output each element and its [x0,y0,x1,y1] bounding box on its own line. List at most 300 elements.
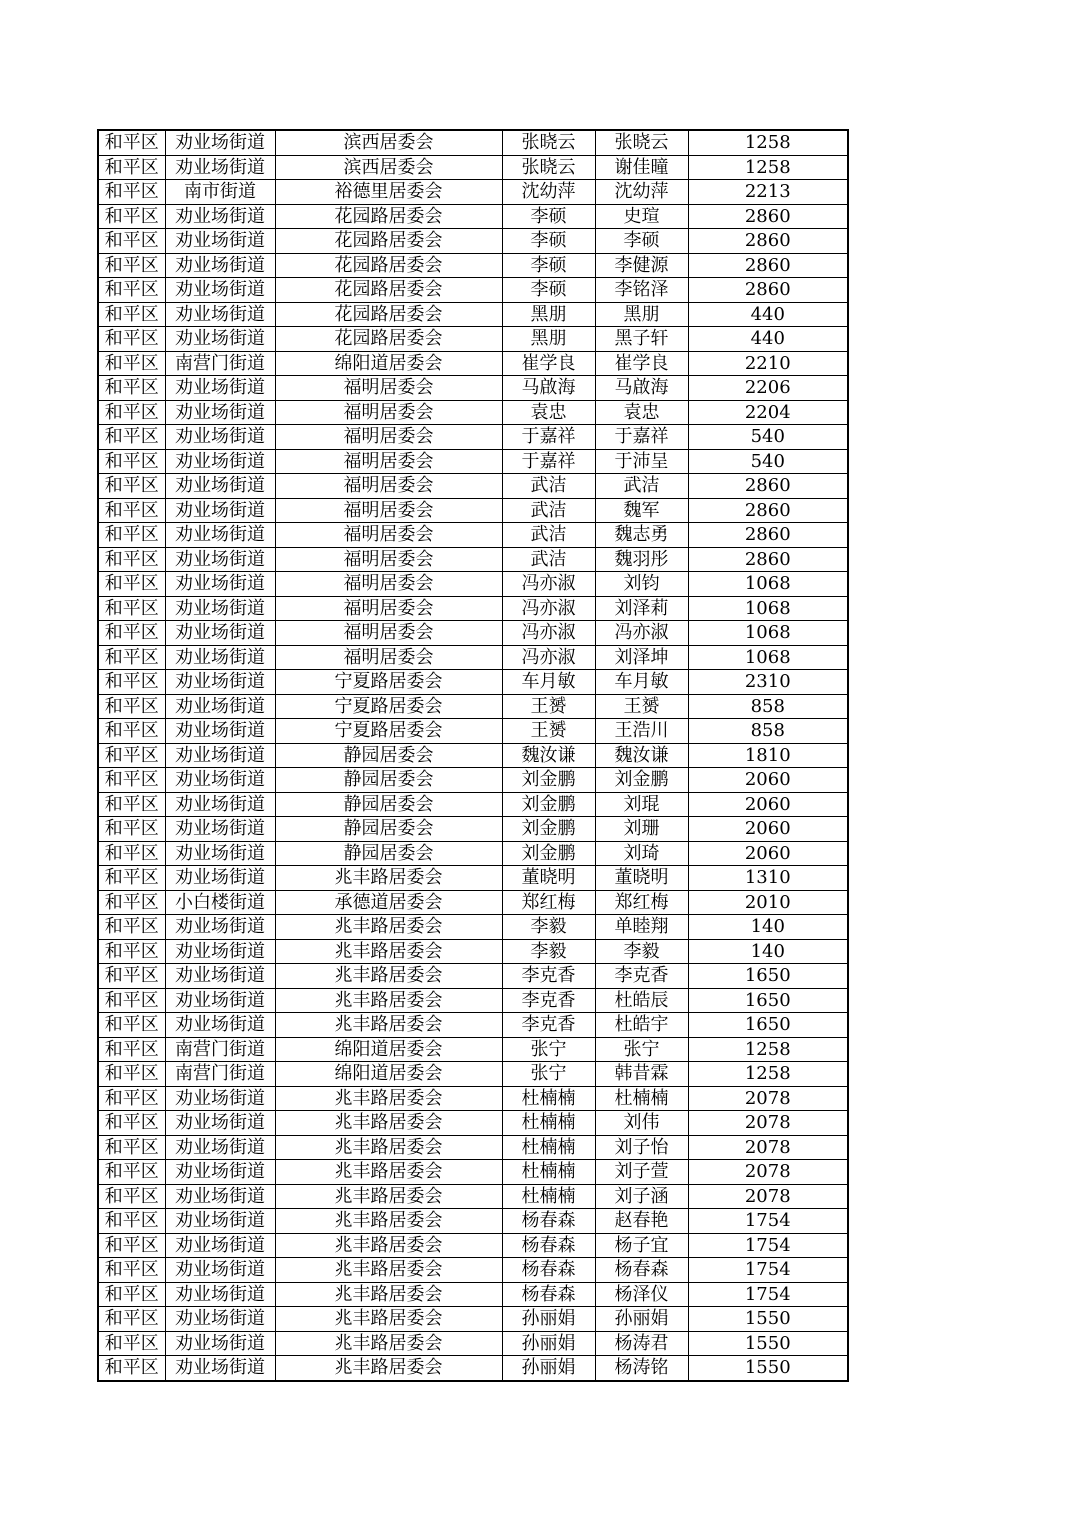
applicant-cell: 马啟海 [502,376,595,401]
district-cell: 和平区 [98,449,165,474]
member-cell: 杨春森 [595,1258,688,1283]
member-cell: 沈幼萍 [595,180,688,205]
amount-cell: 1650 [688,988,848,1013]
applicant-cell: 李硕 [502,278,595,303]
amount-cell: 1310 [688,866,848,891]
table-row [98,1086,848,1111]
committee-cell: 兆丰路居委会 [275,1184,502,1209]
committee-cell: 兆丰路居委会 [275,1160,502,1185]
committee-cell: 宁夏路居委会 [275,694,502,719]
amount-cell: 2078 [688,1184,848,1209]
member-cell: 史瑄 [595,204,688,229]
district-cell: 和平区 [98,1086,165,1111]
amount-cell: 1650 [688,964,848,989]
committee-cell: 福明居委会 [275,572,502,597]
district-cell: 和平区 [98,1307,165,1332]
member-cell: 李健源 [595,253,688,278]
street-cell: 劝业场街道 [165,523,275,548]
district-cell: 和平区 [98,130,165,155]
street-cell: 劝业场街道 [165,621,275,646]
applicant-cell: 刘金鹏 [502,792,595,817]
amount-cell: 1068 [688,596,848,621]
district-cell: 和平区 [98,327,165,352]
table-row [98,866,848,891]
street-cell: 劝业场街道 [165,474,275,499]
amount-cell: 2060 [688,841,848,866]
district-cell: 和平区 [98,229,165,254]
committee-cell: 宁夏路居委会 [275,719,502,744]
district-cell: 和平区 [98,988,165,1013]
district-cell: 和平区 [98,204,165,229]
committee-cell: 福明居委会 [275,425,502,450]
district-cell: 和平区 [98,890,165,915]
district-cell: 和平区 [98,498,165,523]
street-cell: 劝业场街道 [165,866,275,891]
table-row [98,841,848,866]
table-row [98,768,848,793]
committee-cell: 福明居委会 [275,547,502,572]
street-cell: 劝业场街道 [165,817,275,842]
member-cell: 刘钧 [595,572,688,597]
district-cell: 和平区 [98,621,165,646]
street-cell: 劝业场街道 [165,547,275,572]
amount-cell: 2860 [688,253,848,278]
street-cell: 南营门街道 [165,351,275,376]
committee-cell: 兆丰路居委会 [275,1086,502,1111]
member-cell: 魏军 [595,498,688,523]
member-cell: 刘伟 [595,1111,688,1136]
table-row [98,376,848,401]
table-row [98,1037,848,1062]
street-cell: 劝业场街道 [165,572,275,597]
district-cell: 和平区 [98,1062,165,1087]
committee-cell: 兆丰路居委会 [275,1013,502,1038]
applicant-cell: 孙丽娟 [502,1307,595,1332]
member-cell: 李毅 [595,939,688,964]
amount-cell: 1068 [688,621,848,646]
committee-cell: 绵阳道居委会 [275,1062,502,1087]
applicant-cell: 冯亦淑 [502,596,595,621]
street-cell: 南市街道 [165,180,275,205]
table-row [98,1062,848,1087]
district-cell: 和平区 [98,1160,165,1185]
member-cell: 黑子轩 [595,327,688,352]
district-cell: 和平区 [98,964,165,989]
street-cell: 劝业场街道 [165,1331,275,1356]
street-cell: 劝业场街道 [165,939,275,964]
district-cell: 和平区 [98,302,165,327]
table-row [98,1160,848,1185]
member-cell: 魏羽彤 [595,547,688,572]
table-row [98,547,848,572]
member-cell: 刘泽坤 [595,645,688,670]
amount-cell: 1258 [688,1062,848,1087]
applicant-cell: 冯亦淑 [502,645,595,670]
street-cell: 劝业场街道 [165,1160,275,1185]
committee-cell: 静园居委会 [275,743,502,768]
table-row [98,964,848,989]
amount-cell: 1258 [688,155,848,180]
amount-cell: 2860 [688,204,848,229]
table-row [98,743,848,768]
street-cell: 劝业场街道 [165,229,275,254]
district-cell: 和平区 [98,768,165,793]
member-cell: 魏志勇 [595,523,688,548]
street-cell: 劝业场街道 [165,278,275,303]
applicant-cell: 孙丽娟 [502,1331,595,1356]
applicant-cell: 张晓云 [502,155,595,180]
table-row [98,449,848,474]
committee-cell: 静园居委会 [275,792,502,817]
amount-cell: 2860 [688,229,848,254]
table-row [98,1013,848,1038]
member-cell: 董晓明 [595,866,688,891]
member-cell: 李克香 [595,964,688,989]
district-cell: 和平区 [98,841,165,866]
applicant-cell: 杨春森 [502,1209,595,1234]
district-cell: 和平区 [98,1331,165,1356]
street-cell: 劝业场街道 [165,743,275,768]
district-cell: 和平区 [98,596,165,621]
table-row [98,180,848,205]
district-cell: 和平区 [98,939,165,964]
district-cell: 和平区 [98,915,165,940]
member-cell: 刘子萱 [595,1160,688,1185]
table-row [98,253,848,278]
district-cell: 和平区 [98,351,165,376]
member-cell: 王赟 [595,694,688,719]
street-cell: 劝业场街道 [165,327,275,352]
committee-cell: 兆丰路居委会 [275,1135,502,1160]
committee-cell: 兆丰路居委会 [275,1111,502,1136]
table-row [98,498,848,523]
table-row [98,1307,848,1332]
street-cell: 劝业场街道 [165,376,275,401]
amount-cell: 2078 [688,1086,848,1111]
applicant-cell: 李克香 [502,1013,595,1038]
committee-cell: 兆丰路居委会 [275,939,502,964]
district-cell: 和平区 [98,645,165,670]
street-cell: 劝业场街道 [165,1307,275,1332]
applicant-cell: 武洁 [502,547,595,572]
district-cell: 和平区 [98,1184,165,1209]
committee-cell: 裕德里居委会 [275,180,502,205]
committee-cell: 静园居委会 [275,768,502,793]
amount-cell: 1550 [688,1331,848,1356]
amount-cell: 540 [688,425,848,450]
applicant-cell: 刘金鹏 [502,841,595,866]
district-cell: 和平区 [98,523,165,548]
street-cell: 劝业场街道 [165,719,275,744]
committee-cell: 静园居委会 [275,817,502,842]
committee-cell: 花园路居委会 [275,278,502,303]
street-cell: 劝业场街道 [165,964,275,989]
applicant-cell: 于嘉祥 [502,425,595,450]
amount-cell: 1258 [688,130,848,155]
amount-cell: 1754 [688,1209,848,1234]
street-cell: 劝业场街道 [165,596,275,621]
district-cell: 和平区 [98,670,165,695]
committee-cell: 福明居委会 [275,645,502,670]
committee-cell: 兆丰路居委会 [275,866,502,891]
applicant-cell: 武洁 [502,523,595,548]
committee-cell: 花园路居委会 [275,229,502,254]
member-cell: 刘泽莉 [595,596,688,621]
member-cell: 魏汝谦 [595,743,688,768]
applicant-cell: 李硕 [502,204,595,229]
table-row [98,302,848,327]
street-cell: 劝业场街道 [165,1282,275,1307]
district-cell: 和平区 [98,1209,165,1234]
committee-cell: 绵阳道居委会 [275,1037,502,1062]
street-cell: 劝业场街道 [165,1356,275,1381]
table-row [98,229,848,254]
applicant-cell: 刘金鹏 [502,817,595,842]
applicant-cell: 董晓明 [502,866,595,891]
committee-cell: 花园路居委会 [275,253,502,278]
table-row [98,130,848,155]
committee-cell: 绵阳道居委会 [275,351,502,376]
district-cell: 和平区 [98,1356,165,1381]
table-row [98,155,848,180]
applicant-cell: 张宁 [502,1037,595,1062]
table-row [98,278,848,303]
table-row [98,351,848,376]
committee-cell: 花园路居委会 [275,327,502,352]
committee-cell: 兆丰路居委会 [275,1233,502,1258]
street-cell: 小白楼街道 [165,890,275,915]
committee-cell: 兆丰路居委会 [275,1282,502,1307]
member-cell: 赵春艳 [595,1209,688,1234]
member-cell: 杜楠楠 [595,1086,688,1111]
street-cell: 劝业场街道 [165,1258,275,1283]
applicant-cell: 杜楠楠 [502,1135,595,1160]
committee-cell: 兆丰路居委会 [275,1356,502,1381]
street-cell: 劝业场街道 [165,1209,275,1234]
street-cell: 南营门街道 [165,1062,275,1087]
member-cell: 刘琦 [595,841,688,866]
amount-cell: 140 [688,915,848,940]
district-cell: 和平区 [98,866,165,891]
applicant-cell: 杜楠楠 [502,1111,595,1136]
member-cell: 黑朋 [595,302,688,327]
applicant-cell: 王赟 [502,719,595,744]
applicant-cell: 李硕 [502,229,595,254]
street-cell: 劝业场街道 [165,645,275,670]
applicant-cell: 黑朋 [502,327,595,352]
member-cell: 刘金鹏 [595,768,688,793]
amount-cell: 2860 [688,523,848,548]
amount-cell: 2206 [688,376,848,401]
member-cell: 杨子宜 [595,1233,688,1258]
table-row [98,1356,848,1381]
table-row [98,939,848,964]
applicant-cell: 孙丽娟 [502,1356,595,1381]
amount-cell: 2210 [688,351,848,376]
district-cell: 和平区 [98,155,165,180]
committee-cell: 兆丰路居委会 [275,964,502,989]
committee-cell: 福明居委会 [275,400,502,425]
member-cell: 单睦翔 [595,915,688,940]
street-cell: 劝业场街道 [165,1111,275,1136]
member-cell: 杨涛铭 [595,1356,688,1381]
district-cell: 和平区 [98,1111,165,1136]
street-cell: 劝业场街道 [165,670,275,695]
applicant-cell: 车月敏 [502,670,595,695]
table-row [98,719,848,744]
district-cell: 和平区 [98,253,165,278]
committee-cell: 宁夏路居委会 [275,670,502,695]
district-cell: 和平区 [98,474,165,499]
amount-cell: 1550 [688,1307,848,1332]
district-cell: 和平区 [98,1135,165,1160]
street-cell: 劝业场街道 [165,988,275,1013]
table-row [98,523,848,548]
district-cell: 和平区 [98,743,165,768]
member-cell: 杨泽仪 [595,1282,688,1307]
table-row [98,890,848,915]
amount-cell: 2078 [688,1111,848,1136]
table-row [98,1209,848,1234]
street-cell: 劝业场街道 [165,694,275,719]
amount-cell: 1754 [688,1282,848,1307]
amount-cell: 440 [688,327,848,352]
district-cell: 和平区 [98,1258,165,1283]
street-cell: 劝业场街道 [165,1184,275,1209]
amount-cell: 2310 [688,670,848,695]
applicant-cell: 魏汝谦 [502,743,595,768]
amount-cell: 2078 [688,1160,848,1185]
table-row [98,1135,848,1160]
committee-cell: 花园路居委会 [275,302,502,327]
street-cell: 劝业场街道 [165,1233,275,1258]
district-cell: 和平区 [98,719,165,744]
table-row [98,1184,848,1209]
applicant-cell: 杨春森 [502,1258,595,1283]
amount-cell: 1754 [688,1233,848,1258]
member-cell: 张晓云 [595,130,688,155]
table-row [98,1258,848,1283]
table-row [98,425,848,450]
applicant-cell: 于嘉祥 [502,449,595,474]
amount-cell: 2860 [688,547,848,572]
street-cell: 劝业场街道 [165,915,275,940]
district-cell: 和平区 [98,792,165,817]
member-cell: 李铭泽 [595,278,688,303]
member-cell: 张宁 [595,1037,688,1062]
member-cell: 刘子涵 [595,1184,688,1209]
amount-cell: 1810 [688,743,848,768]
member-cell: 刘子怡 [595,1135,688,1160]
member-cell: 杜皓辰 [595,988,688,1013]
member-cell: 车月敏 [595,670,688,695]
applicant-cell: 武洁 [502,474,595,499]
member-cell: 崔学良 [595,351,688,376]
committee-cell: 福明居委会 [275,449,502,474]
applicant-cell: 王赟 [502,694,595,719]
member-cell: 刘珊 [595,817,688,842]
table-row [98,1331,848,1356]
district-cell: 和平区 [98,572,165,597]
amount-cell: 2860 [688,474,848,499]
committee-cell: 静园居委会 [275,841,502,866]
district-cell: 和平区 [98,817,165,842]
street-cell: 劝业场街道 [165,498,275,523]
amount-cell: 1068 [688,572,848,597]
member-cell: 马啟海 [595,376,688,401]
amount-cell: 440 [688,302,848,327]
applicant-cell: 李克香 [502,964,595,989]
member-cell: 袁忠 [595,400,688,425]
committee-cell: 承德道居委会 [275,890,502,915]
amount-cell: 1258 [688,1037,848,1062]
street-cell: 劝业场街道 [165,155,275,180]
street-cell: 劝业场街道 [165,1086,275,1111]
street-cell: 劝业场街道 [165,302,275,327]
amount-cell: 140 [688,939,848,964]
table-row [98,1282,848,1307]
committee-cell: 花园路居委会 [275,204,502,229]
street-cell: 劝业场街道 [165,449,275,474]
amount-cell: 2060 [688,817,848,842]
district-cell: 和平区 [98,1282,165,1307]
committee-cell: 兆丰路居委会 [275,1209,502,1234]
street-cell: 劝业场街道 [165,253,275,278]
amount-cell: 2060 [688,768,848,793]
member-cell: 冯亦淑 [595,621,688,646]
member-cell: 李硕 [595,229,688,254]
amount-cell: 858 [688,694,848,719]
applicant-cell: 武洁 [502,498,595,523]
amount-cell: 2860 [688,278,848,303]
district-cell: 和平区 [98,376,165,401]
table-row [98,670,848,695]
table-row [98,596,848,621]
committee-cell: 兆丰路居委会 [275,1331,502,1356]
street-cell: 劝业场街道 [165,204,275,229]
street-cell: 劝业场街道 [165,841,275,866]
applicant-cell: 沈幼萍 [502,180,595,205]
committee-cell: 兆丰路居委会 [275,988,502,1013]
district-cell: 和平区 [98,694,165,719]
street-cell: 劝业场街道 [165,1013,275,1038]
amount-cell: 1550 [688,1356,848,1381]
applicant-cell: 黑朋 [502,302,595,327]
committee-cell: 滨西居委会 [275,155,502,180]
table-row [98,572,848,597]
applicant-cell: 袁忠 [502,400,595,425]
applicant-cell: 崔学良 [502,351,595,376]
amount-cell: 2010 [688,890,848,915]
district-cell: 和平区 [98,278,165,303]
street-cell: 劝业场街道 [165,1135,275,1160]
table-row [98,915,848,940]
table-row [98,474,848,499]
street-cell: 劝业场街道 [165,792,275,817]
applicant-cell: 张晓云 [502,130,595,155]
amount-cell: 2060 [688,792,848,817]
committee-cell: 福明居委会 [275,596,502,621]
amount-cell: 2213 [688,180,848,205]
applicant-cell: 郑红梅 [502,890,595,915]
committee-cell: 福明居委会 [275,523,502,548]
applicant-cell: 张宁 [502,1062,595,1087]
table-row [98,988,848,1013]
table-row [98,621,848,646]
district-cell: 和平区 [98,1233,165,1258]
table-row [98,792,848,817]
table-row [98,327,848,352]
